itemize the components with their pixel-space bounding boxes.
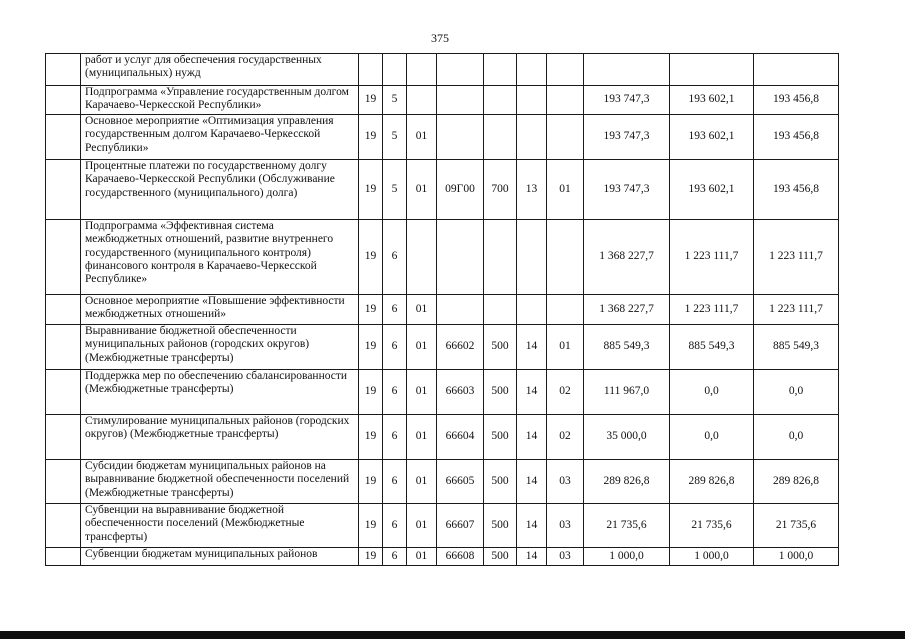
amount-cell-a3: 1 000,0: [754, 548, 839, 566]
code-cell-c1: 19: [359, 86, 383, 115]
table-row: [46, 115, 839, 160]
budget-table: [45, 53, 839, 566]
amount-cell-a3: 289 826,8: [754, 460, 839, 504]
code-cell-c6: [517, 54, 547, 86]
code-cell-c4: [437, 86, 484, 115]
code-cell-c3: [407, 54, 437, 86]
code-cell-c1: 19: [359, 504, 383, 548]
row-blank-cell: [46, 460, 81, 504]
code-cell-c6: 14: [517, 548, 547, 566]
code-cell-c4: 66607: [437, 504, 484, 548]
amount-cell-a2: 0,0: [670, 415, 754, 460]
code-cell-c6: 14: [517, 325, 547, 370]
code-cell-c7: 03: [547, 548, 584, 566]
code-cell-c2: 5: [383, 86, 407, 115]
table-row: [46, 370, 839, 415]
amount-cell-a1: 1 368 227,7: [584, 220, 670, 295]
row-blank-cell: [46, 415, 81, 460]
row-name-cell: Субвенции бюджетам муниципальных районов: [81, 548, 359, 566]
table-row: [46, 325, 839, 370]
code-cell-c7: 02: [547, 415, 584, 460]
code-cell-c5: [484, 86, 517, 115]
code-cell-c3: 01: [407, 504, 437, 548]
code-cell-c5: [484, 220, 517, 295]
code-cell-c1: 19: [359, 548, 383, 566]
amount-cell-a3: 193 456,8: [754, 160, 839, 220]
amount-cell-a3: 1 223 111,7: [754, 220, 839, 295]
row-name-cell: Подпрограмма «Управление государственным долгом Карачаево-Черкесской Республики»: [81, 86, 359, 115]
code-cell-c1: 19: [359, 460, 383, 504]
code-cell-c1: 19: [359, 160, 383, 220]
amount-cell-a1: 1 368 227,7: [584, 295, 670, 325]
row-name-cell: Основное мероприятие «Повышение эффективности межбюджетных отношений»: [81, 295, 359, 325]
code-cell-c4: 66605: [437, 460, 484, 504]
row-name-cell: Выравнивание бюджетной обеспеченности муниципальных районов (городских округов) (Межбюджетные трансферты): [81, 325, 359, 370]
amount-cell-a3: 193 456,8: [754, 86, 839, 115]
code-cell-c2: 6: [383, 548, 407, 566]
amount-cell-a1: 885 549,3: [584, 325, 670, 370]
code-cell-c3: 01: [407, 370, 437, 415]
table-row: [46, 54, 839, 86]
amount-cell-a3: 1 223 111,7: [754, 295, 839, 325]
code-cell-c2: 6: [383, 295, 407, 325]
row-name-cell: Субвенции на выравнивание бюджетной обеспеченности поселений (Межбюджетные трансферты): [81, 504, 359, 548]
code-cell-c4: 66603: [437, 370, 484, 415]
amount-cell-a3: 193 456,8: [754, 115, 839, 160]
code-cell-c6: 14: [517, 460, 547, 504]
row-blank-cell: [46, 504, 81, 548]
code-cell-c7: 03: [547, 460, 584, 504]
amount-cell-a1: 193 747,3: [584, 160, 670, 220]
code-cell-c3: 01: [407, 548, 437, 566]
row-blank-cell: [46, 295, 81, 325]
row-blank-cell: [46, 115, 81, 160]
amount-cell-a2: 193 602,1: [670, 115, 754, 160]
amount-cell-a1: 111 967,0: [584, 370, 670, 415]
amount-cell-a2: 193 602,1: [670, 160, 754, 220]
code-cell-c1: 19: [359, 115, 383, 160]
row-name-cell: Поддержка мер по обеспечению сбалансированности (Межбюджетные трансферты): [81, 370, 359, 415]
code-cell-c3: 01: [407, 295, 437, 325]
amount-cell-a1: 193 747,3: [584, 86, 670, 115]
code-cell-c2: 6: [383, 325, 407, 370]
row-blank-cell: [46, 370, 81, 415]
code-cell-c6: [517, 86, 547, 115]
code-cell-c5: 500: [484, 504, 517, 548]
row-name-cell: Стимулирование муниципальных районов (городских округов) (Межбюджетные трансферты): [81, 415, 359, 460]
table-row: [46, 295, 839, 325]
amount-cell-a2: 1 223 111,7: [670, 295, 754, 325]
code-cell-c3: 01: [407, 160, 437, 220]
table-row: [46, 504, 839, 548]
scan-edge: [0, 631, 905, 639]
table-row: [46, 548, 839, 566]
amount-cell-a3: 0,0: [754, 370, 839, 415]
row-blank-cell: [46, 54, 81, 86]
code-cell-c2: 6: [383, 504, 407, 548]
code-cell-c7: [547, 115, 584, 160]
amount-cell-a2: 885 549,3: [670, 325, 754, 370]
code-cell-c6: 14: [517, 504, 547, 548]
amount-cell-a1: 21 735,6: [584, 504, 670, 548]
code-cell-c2: 5: [383, 115, 407, 160]
code-cell-c1: 19: [359, 415, 383, 460]
code-cell-c5: [484, 115, 517, 160]
code-cell-c4: 66604: [437, 415, 484, 460]
row-blank-cell: [46, 220, 81, 295]
row-name-cell: Процентные платежи по государственному долгу Карачаево-Черкесской Республики (Обслуживание государственного (муниципального) долга): [81, 160, 359, 220]
code-cell-c7: [547, 220, 584, 295]
code-cell-c3: [407, 86, 437, 115]
code-cell-c7: 02: [547, 370, 584, 415]
amount-cell-a3: 21 735,6: [754, 504, 839, 548]
amount-cell-a1: 35 000,0: [584, 415, 670, 460]
table-row: [46, 460, 839, 504]
code-cell-c2: 6: [383, 460, 407, 504]
code-cell-c5: 500: [484, 325, 517, 370]
code-cell-c3: [407, 220, 437, 295]
code-cell-c1: 19: [359, 325, 383, 370]
row-blank-cell: [46, 86, 81, 115]
code-cell-c4: [437, 220, 484, 295]
amount-cell-a1: [584, 54, 670, 86]
code-cell-c7: [547, 86, 584, 115]
amount-cell-a2: 193 602,1: [670, 86, 754, 115]
code-cell-c5: 500: [484, 460, 517, 504]
amount-cell-a1: 1 000,0: [584, 548, 670, 566]
code-cell-c4: 09Г00: [437, 160, 484, 220]
code-cell-c1: 19: [359, 220, 383, 295]
code-cell-c4: [437, 115, 484, 160]
amount-cell-a2: 21 735,6: [670, 504, 754, 548]
code-cell-c6: [517, 115, 547, 160]
code-cell-c7: 01: [547, 160, 584, 220]
code-cell-c7: [547, 54, 584, 86]
amount-cell-a3: [754, 54, 839, 86]
code-cell-c2: [383, 54, 407, 86]
code-cell-c7: 01: [547, 325, 584, 370]
page-number: 375: [431, 31, 449, 45]
code-cell-c2: 6: [383, 220, 407, 295]
code-cell-c3: 01: [407, 415, 437, 460]
amount-cell-a1: 193 747,3: [584, 115, 670, 160]
code-cell-c7: [547, 295, 584, 325]
amount-cell-a2: 289 826,8: [670, 460, 754, 504]
amount-cell-a3: 885 549,3: [754, 325, 839, 370]
code-cell-c6: 14: [517, 415, 547, 460]
code-cell-c3: 01: [407, 115, 437, 160]
row-name-cell: работ и услуг для обеспечения государственных (муниципальных) нужд: [81, 54, 359, 86]
code-cell-c5: [484, 54, 517, 86]
code-cell-c4: [437, 295, 484, 325]
code-cell-c2: 6: [383, 415, 407, 460]
code-cell-c1: 19: [359, 295, 383, 325]
code-cell-c4: 66608: [437, 548, 484, 566]
amount-cell-a2: 1 000,0: [670, 548, 754, 566]
code-cell-c2: 5: [383, 160, 407, 220]
amount-cell-a2: 1 223 111,7: [670, 220, 754, 295]
table-row: [46, 86, 839, 115]
code-cell-c5: 500: [484, 370, 517, 415]
row-name-cell: Субсидии бюджетам муниципальных районов на выравнивание бюджетной обеспеченности поселений (Межбюджетные трансферты): [81, 460, 359, 504]
code-cell-c1: 19: [359, 370, 383, 415]
amount-cell-a2: 0,0: [670, 370, 754, 415]
code-cell-c2: 6: [383, 370, 407, 415]
table-row: [46, 160, 839, 220]
row-blank-cell: [46, 160, 81, 220]
amount-cell-a2: [670, 54, 754, 86]
table-row: [46, 415, 839, 460]
code-cell-c5: 500: [484, 548, 517, 566]
code-cell-c3: 01: [407, 460, 437, 504]
table-row: [46, 220, 839, 295]
row-name-cell: Подпрограмма «Эффективная система межбюджетных отношений, развитие внутреннего государственного (муниципального контроля) финансового контроля в Карачаево-Черкесской Республике»: [81, 220, 359, 295]
code-cell-c5: 700: [484, 160, 517, 220]
code-cell-c3: 01: [407, 325, 437, 370]
row-blank-cell: [46, 548, 81, 566]
code-cell-c5: 500: [484, 415, 517, 460]
code-cell-c4: 66602: [437, 325, 484, 370]
code-cell-c4: [437, 54, 484, 86]
code-cell-c6: 13: [517, 160, 547, 220]
amount-cell-a1: 289 826,8: [584, 460, 670, 504]
code-cell-c7: 03: [547, 504, 584, 548]
code-cell-c5: [484, 295, 517, 325]
code-cell-c6: 14: [517, 370, 547, 415]
code-cell-c6: [517, 295, 547, 325]
amount-cell-a3: 0,0: [754, 415, 839, 460]
row-blank-cell: [46, 325, 81, 370]
code-cell-c6: [517, 220, 547, 295]
code-cell-c1: [359, 54, 383, 86]
row-name-cell: Основное мероприятие «Оптимизация управления государственным долгом Карачаево-Черкесской Республики»: [81, 115, 359, 160]
